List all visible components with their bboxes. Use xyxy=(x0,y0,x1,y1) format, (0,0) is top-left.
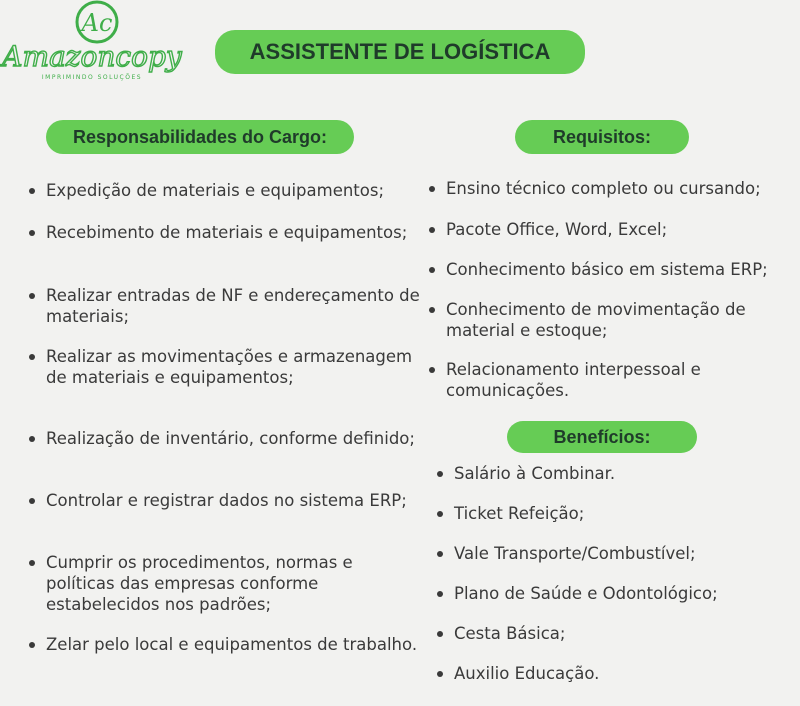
list-item: Realizar as movimentações e armazenagem de materiais e equipamentos; xyxy=(46,346,426,388)
list-item: Salário à Combinar. xyxy=(454,463,794,484)
list-item: Ticket Refeição; xyxy=(454,503,794,524)
list-item: Conhecimento básico em sistema ERP; xyxy=(446,259,791,280)
list-item: Relacionamento interpessoal e comunicações. xyxy=(446,359,791,401)
logo-tagline: IMPRIMINDO SOLUÇÕES xyxy=(41,74,143,81)
list-item: Vale Transporte/Combustível; xyxy=(454,543,794,564)
list-item: Controlar e registrar dados no sistema ERP; xyxy=(46,490,426,511)
logo-brand: Amazoncopy xyxy=(2,40,182,73)
list-item: Auxilio Educação. xyxy=(454,663,794,684)
list-item: Conhecimento de movimentação de material e estoque; xyxy=(446,299,791,341)
requirements-heading: Requisitos: xyxy=(515,120,689,154)
list-item: Ensino técnico completo ou cursando; xyxy=(446,178,791,199)
list-item: Cesta Básica; xyxy=(454,623,794,644)
benefits-heading: Benefícios: xyxy=(507,421,697,453)
company-logo xyxy=(0,0,190,90)
list-item: Pacote Office, Word, Excel; xyxy=(446,219,791,240)
list-item: Zelar pelo local e equipamentos de trabalho. xyxy=(46,634,426,655)
list-item: Plano de Saúde e Odontológico; xyxy=(454,583,794,604)
list-item: Recebimento de materiais e equipamentos; xyxy=(46,222,426,243)
list-item: Realizar entradas de NF e endereçamento de materiais; xyxy=(46,285,426,327)
list-item: Expedição de materiais e equipamentos; xyxy=(46,180,426,201)
list-item: Realização de inventário, conforme definido; xyxy=(46,428,426,449)
list-item: Cumprir os procedimentos, normas e políticas das empresas conforme estabelecidos nos padrões; xyxy=(46,552,426,615)
logo-monogram: Ac xyxy=(81,9,113,37)
page-title: ASSISTENTE DE LOGÍSTICA xyxy=(215,30,585,74)
responsibilities-heading: Responsabilidades do Cargo: xyxy=(46,120,354,154)
